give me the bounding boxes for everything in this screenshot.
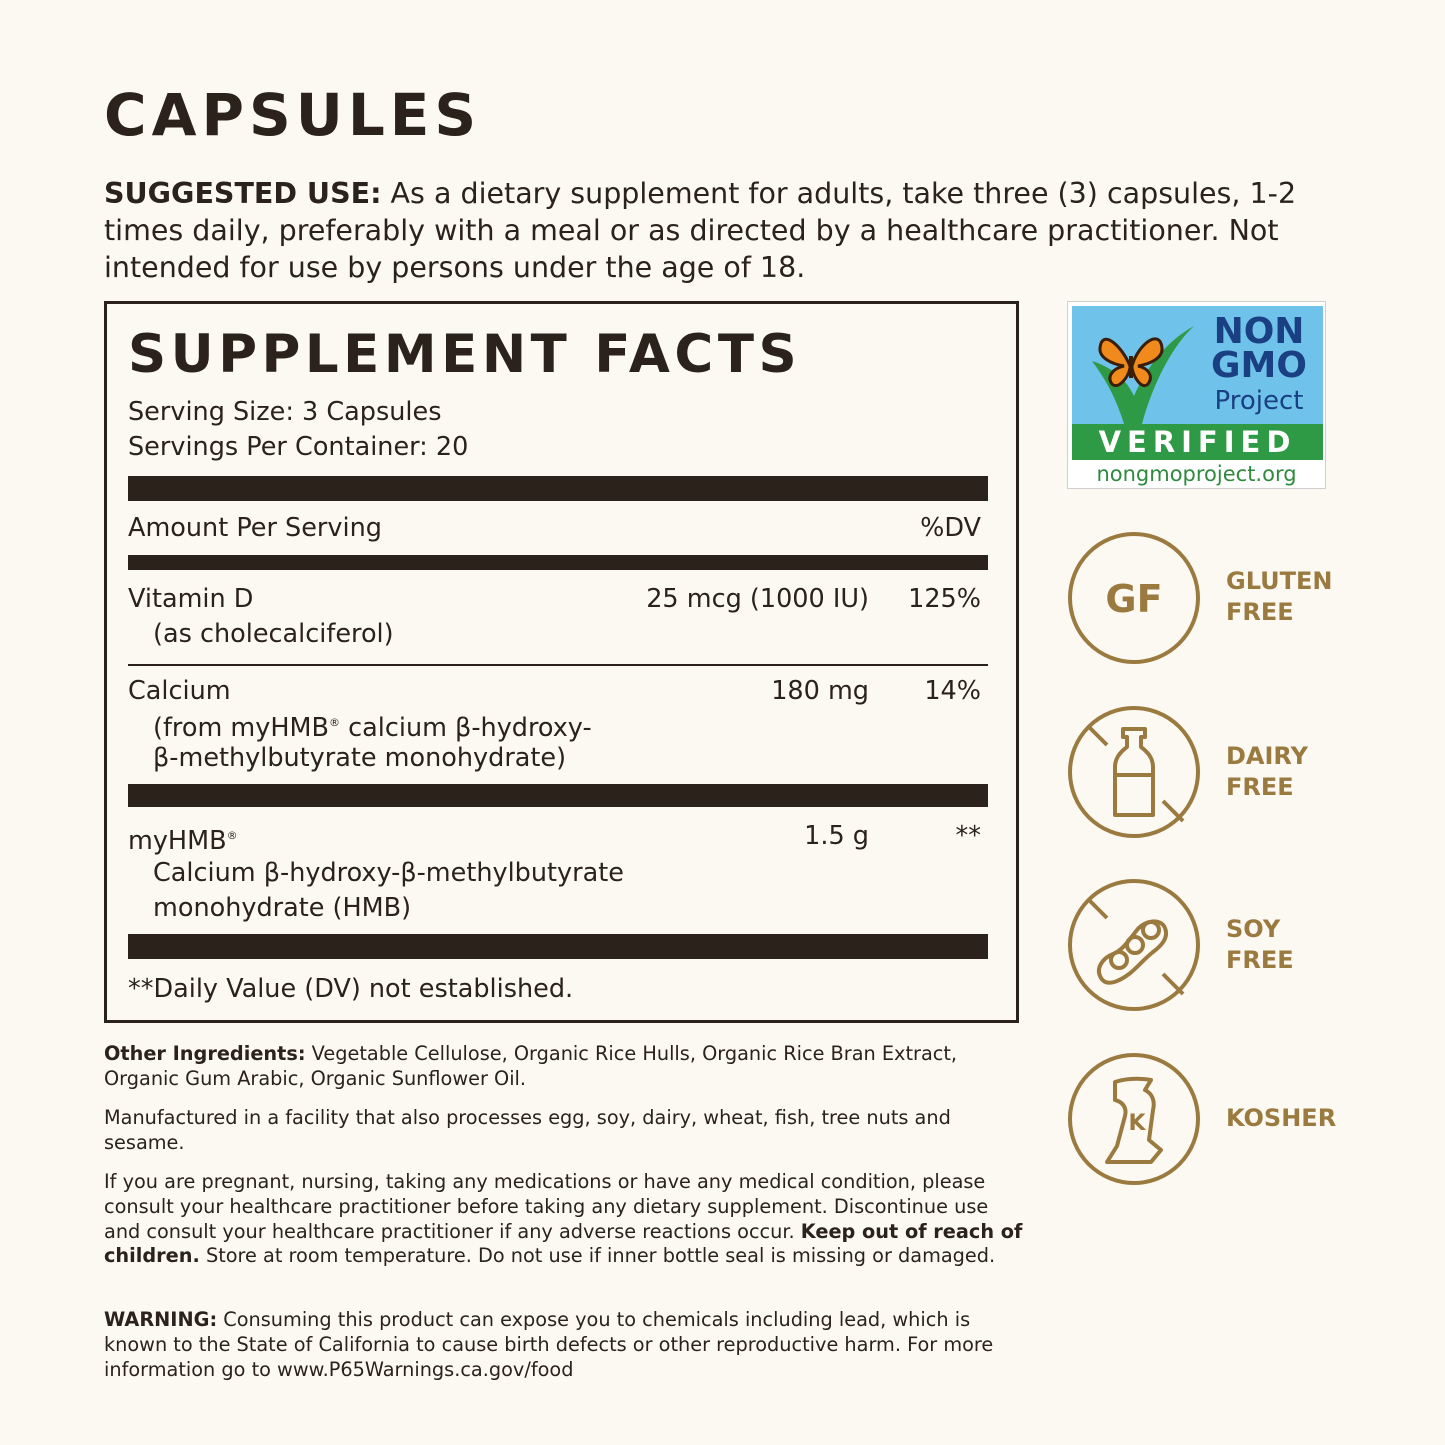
thick-divider — [128, 476, 988, 501]
caution-end: Store at room temperature. Do not use if inner bottle seal is missing or damaged. — [199, 1244, 996, 1268]
non-gmo-verified-badge — [1067, 301, 1326, 489]
gluten-free-label-line1: GLUTEN — [1226, 567, 1333, 595]
suggested-use-label: SUGGESTED USE: — [104, 177, 382, 210]
ngmo-url: nongmoproject.org — [1096, 462, 1297, 486]
calcium-source-part1: (from myHMB — [153, 713, 329, 743]
servings-per-container: Servings Per Container: 20 — [128, 432, 469, 462]
registered-mark: ® — [226, 829, 238, 842]
nutrient-amount-vitamin-d: 25 mcg (1000 IU) — [646, 584, 869, 614]
other-ingredients-label: Other Ingredients: — [104, 1042, 306, 1065]
nutrient-name-myhmb — [128, 819, 238, 858]
nutrient-source-myhmb-line2: monohydrate (HMB) — [153, 893, 412, 923]
nutrient-name-vitamin-d: Vitamin D — [128, 584, 254, 614]
supplement-facts-title: SUPPLEMENT FACTS — [128, 324, 802, 385]
myhmb-name: myHMB — [128, 826, 227, 856]
butterfly-check-icon — [1072, 306, 1197, 424]
caution-bold: Keep out of reach of children. — [104, 1219, 1023, 1268]
suggested-use — [104, 175, 1324, 286]
nutrient-dv-myhmb: ** — [955, 821, 981, 851]
amount-per-serving-header: Amount Per Serving — [128, 513, 382, 543]
caution-text: If you are pregnant, nursing, taking any medications or have any medical condition, please consult your healthcare practitioner before taking any dietary supplement. Discontinue use and consult your healthcare practitioner if any adverse reactions occur. — [104, 1170, 989, 1243]
kosher-icon — [1067, 1052, 1201, 1186]
warning-text: Consuming this product can expose you to chemicals including lead, which is known to the State of California to cause birth defects or other reproductive harm. For more information go to www.P65Warnings.ca.gov/food — [104, 1308, 994, 1381]
dv-footnote: **Daily Value (DV) not established. — [128, 974, 574, 1004]
caution-notice — [104, 1170, 1024, 1269]
nutrient-source-myhmb-line1: Calcium β-hydroxy-β-methylbutyrate — [153, 858, 624, 888]
nutrient-amount-myhmb: 1.5 g — [804, 821, 869, 851]
dairy-free-icon — [1067, 705, 1201, 839]
ngmo-verified: VERIFIED — [1072, 424, 1323, 460]
other-ingredients — [104, 1042, 1024, 1092]
nutrient-source-calcium-line1 — [128, 706, 592, 745]
calcium-source-part2: calcium β-hydroxy- — [348, 713, 592, 743]
nutrient-dv-calcium: 14% — [924, 676, 981, 706]
kosher-label: KOSHER — [1226, 1104, 1337, 1132]
other-ingredients-text: Vegetable Cellulose, Organic Rice Hulls, Organic Rice Bran Extract, Organic Gum Arabic, Organic Sunflower Oil. — [104, 1042, 958, 1090]
gluten-free-label-line2: FREE — [1226, 598, 1294, 626]
ngmo-gmo: GMO — [1211, 345, 1307, 386]
facility-notice: Manufactured in a facility that also processes egg, soy, dairy, wheat, fish, tree nuts and sesame. — [104, 1106, 951, 1154]
serving-size: Serving Size: 3 Capsules — [128, 397, 442, 427]
gluten-free-icon-text: GF — [1105, 577, 1163, 621]
registered-mark: ® — [329, 716, 340, 729]
soy-free-label-line1: SOY — [1226, 915, 1281, 943]
nutrient-amount-calcium: 180 mg — [771, 676, 869, 706]
thick-divider — [128, 784, 988, 807]
gluten-free-label — [1226, 566, 1332, 628]
soy-free-icon — [1067, 878, 1201, 1012]
thin-divider — [128, 664, 988, 666]
dv-header: %DV — [920, 513, 981, 543]
supplement-facts-panel — [104, 301, 1019, 1023]
medium-divider — [128, 555, 988, 570]
gluten-free-icon — [1067, 531, 1201, 665]
thick-divider — [128, 934, 988, 959]
soy-free-label — [1226, 914, 1294, 976]
ngmo-blue-panel — [1072, 306, 1323, 424]
nutrient-dv-vitamin-d: 125% — [908, 584, 981, 614]
ngmo-non: NON — [1213, 311, 1305, 352]
suggested-use-text: As a dietary supplement for adults, take three (3) capsules, 1-2 times daily, preferably with a meal or as directed by a healthcare practitioner. Not intended for use by persons under the age of 18. — [104, 177, 1297, 284]
soy-free-label-line2: FREE — [1226, 946, 1294, 974]
dairy-free-label — [1226, 741, 1308, 803]
kosher-icon-text: K — [1128, 1111, 1146, 1136]
prop65-warning — [104, 1308, 1024, 1382]
dairy-free-label-line2: FREE — [1226, 773, 1294, 801]
nutrient-name-calcium: Calcium — [128, 676, 231, 706]
nutrient-source-vitamin-d: (as cholecalciferol) — [153, 619, 394, 649]
ngmo-project: Project — [1214, 386, 1304, 416]
dairy-free-label-line1: DAIRY — [1226, 742, 1308, 770]
nutrient-source-calcium-line2: β-methylbutyrate monohydrate) — [153, 743, 567, 773]
warning-label: WARNING: — [104, 1308, 218, 1331]
page-title: CAPSULES — [104, 81, 482, 149]
